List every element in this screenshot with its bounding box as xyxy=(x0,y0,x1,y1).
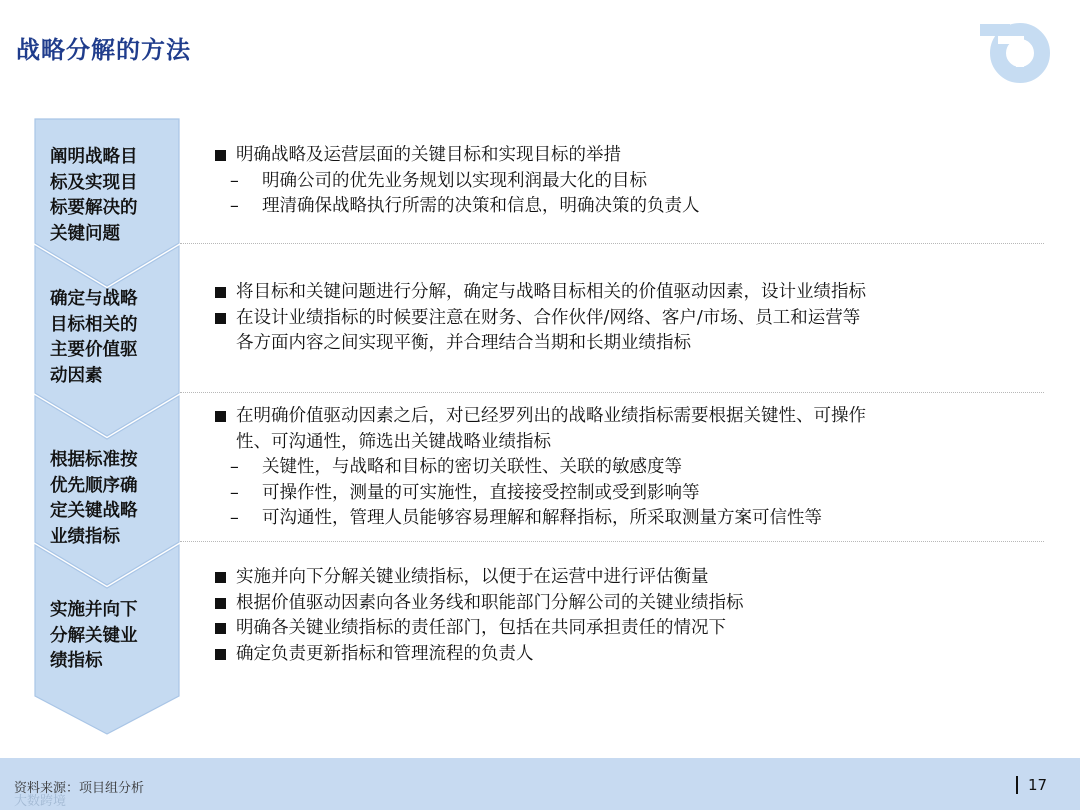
bullet-text: 确定负责更新指标和管理流程的负责人 xyxy=(236,643,534,664)
section-divider xyxy=(180,541,1044,542)
step-label-line: 业绩指标 xyxy=(50,526,120,547)
step-label-3 xyxy=(50,448,170,550)
step-label-line: 确定与战略 xyxy=(50,289,138,309)
bullet-text: 明确战略及运营层面的关键目标和实现目标的举措 xyxy=(236,145,621,165)
section-1 xyxy=(214,143,1034,220)
bullet-item xyxy=(214,616,1034,642)
step-label-line: 主要价值驱 xyxy=(50,340,138,360)
step-label-line: 目标相关的 xyxy=(50,314,138,335)
bullet-text: 实施并向下分解关键业绩指标，以便于在运营中进行评估衡量 xyxy=(236,567,709,587)
watermark-text: 大数跨境 xyxy=(14,794,67,809)
bullet-text: 根据价值驱动因素向各业务线和职能部门分解公司的关键业绩指标 xyxy=(236,592,744,613)
section-divider xyxy=(180,392,1044,393)
section-divider xyxy=(180,243,1044,244)
step-label-line: 实施并向下 xyxy=(50,600,138,620)
source-note: 资料来源：项目组分析 xyxy=(14,781,145,796)
step-label-line: 标及实现目 xyxy=(50,172,138,193)
bullet-item xyxy=(214,565,1034,591)
sub-item xyxy=(214,169,1034,195)
bullet-text: 在设计业绩指标的时候要注意在财务、合作伙伴/网络、客户/市场、员工和运营等 xyxy=(236,307,861,328)
square-bullet-icon xyxy=(215,313,226,324)
step-label-line: 优先顺序确 xyxy=(50,475,138,496)
bullet-text: 在明确价值驱动因素之后，对已经罗列出的战略业绩指标需要根据关键性、可操作 xyxy=(236,406,866,426)
bullet-item xyxy=(214,591,1034,617)
step-label-2 xyxy=(50,287,170,389)
sub-item xyxy=(214,455,1034,481)
dash-icon: – xyxy=(230,457,239,478)
sub-item-text: 关键性，与战略和目标的密切关联性、关联的敏感度等 xyxy=(262,457,682,478)
dash-icon: – xyxy=(230,482,239,503)
section-2 xyxy=(214,280,1034,357)
sub-item xyxy=(214,506,1034,532)
brand-ring-logo-icon xyxy=(980,20,1054,86)
page-title: 战略分解的方法 xyxy=(16,35,191,64)
step-label-line: 阐明战略目 xyxy=(50,147,138,167)
step-label-line: 根据标准按 xyxy=(50,450,138,470)
bullet-text: 将目标和关键问题进行分解，确定与战略目标相关的价值驱动因素，设计业绩指标 xyxy=(236,282,866,302)
square-bullet-icon xyxy=(215,287,226,298)
sub-item-text: 明确公司的优先业务规划以实现利润最大化的目标 xyxy=(262,170,647,191)
step-label-1 xyxy=(50,145,170,247)
sub-item-text: 可操作性，测量的可实施性，直接接受控制或受到影响等 xyxy=(262,482,700,503)
bullet-item xyxy=(214,306,1034,332)
sub-item xyxy=(214,481,1034,507)
square-bullet-icon xyxy=(215,649,226,660)
square-bullet-icon xyxy=(215,598,226,609)
step-label-line: 标要解决的 xyxy=(50,198,138,218)
bullet-item xyxy=(214,404,1034,430)
bullet-continuation: 各方面内容之间实现平衡，并合理结合当期和长期业绩指标 xyxy=(236,333,691,354)
section-4 xyxy=(214,565,1034,667)
sub-item xyxy=(214,194,1034,220)
square-bullet-icon xyxy=(215,150,226,161)
step-label-line: 定关键战略 xyxy=(50,501,138,521)
square-bullet-icon xyxy=(215,572,226,583)
step-label-line: 分解关键业 xyxy=(50,625,138,646)
bullet-item xyxy=(214,143,1034,169)
sub-item-text: 理清确保战略执行所需的决策和信息，明确决策的负责人 xyxy=(262,196,700,217)
bullet-continuation: 性、可沟通性，筛选出关键战略业绩指标 xyxy=(236,431,551,452)
bullet-item xyxy=(214,642,1034,668)
footer-band xyxy=(0,758,1080,810)
bullet-item xyxy=(214,280,1034,306)
step-label-4 xyxy=(50,598,170,675)
square-bullet-icon xyxy=(215,623,226,634)
sub-item-text: 可沟通性，管理人员能够容易理解和解释指标，所采取测量方案可信性等 xyxy=(262,508,822,529)
step-label-line: 动因素 xyxy=(50,365,103,386)
step-label-line: 关键问题 xyxy=(50,223,120,244)
section-3 xyxy=(214,404,1034,532)
page-number: 17 xyxy=(1028,776,1048,794)
page-number-separator xyxy=(1016,776,1018,794)
dash-icon: – xyxy=(230,508,239,529)
dash-icon: – xyxy=(230,196,239,217)
dash-icon: – xyxy=(230,170,239,191)
step-label-line: 绩指标 xyxy=(50,651,103,671)
bullet-text: 明确各关键业绩指标的责任部门，包括在共同承担责任的情况下 xyxy=(236,618,726,639)
square-bullet-icon xyxy=(215,411,226,422)
